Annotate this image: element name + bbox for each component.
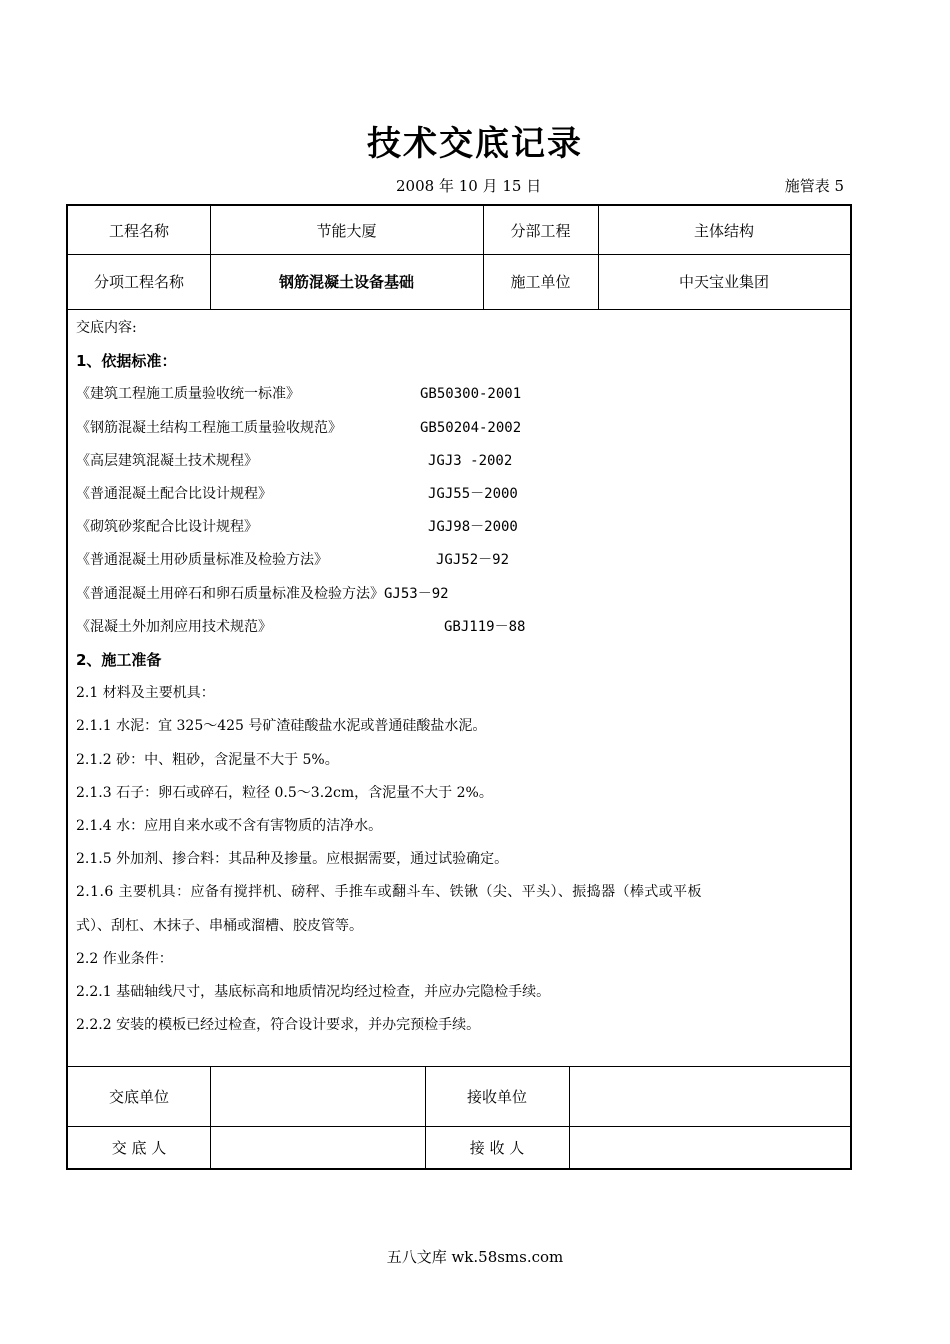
standard-item [76, 478, 846, 511]
standard-name: 《高层建筑混凝土技术规程》 [76, 452, 258, 469]
receiver-field[interactable] [569, 1126, 850, 1168]
standard-code: JGJ52－92 [436, 552, 510, 569]
standard-name: 《混凝土外加剂应用技术规范》 [76, 618, 272, 635]
standard-item [76, 578, 846, 611]
content-line: 2.1.1 水泥：宜 325～425 号矿渣硅酸盐水泥或普通硅酸盐水泥。 [76, 718, 487, 735]
subitem-label: 分项工程名称 [93, 273, 184, 291]
division-value: 主体结构 [693, 221, 754, 240]
content-line: 2.2 作业条件： [76, 950, 173, 967]
issuer-field[interactable] [210, 1126, 425, 1168]
content-line: 2.1.5 外加剂、掺合料：其品种及掺量。应根据需要，通过试验确定。 [76, 851, 509, 868]
receiver-unit-label: 接收单位 [466, 1087, 527, 1106]
standard-code: JGJ3 -2002 [428, 452, 513, 469]
standard-code: JGJ55－2000 [428, 486, 518, 503]
standard-item [76, 445, 846, 478]
content-line: 2.1.2 砂：中、粗砂，含泥量不大于 5%。 [76, 751, 339, 768]
issuer-unit-field[interactable] [210, 1066, 425, 1126]
standard-code: GB50204-2002 [420, 419, 522, 436]
section-heading: 1、依据标准： [76, 352, 177, 371]
row-divider [68, 309, 850, 310]
contractor-value: 中天宝业集团 [678, 273, 769, 291]
standard-item [76, 378, 846, 411]
standard-name: 《普通混凝土用碎石和卵石质量标准及检验方法》 [76, 585, 384, 602]
receiver-unit-field[interactable] [569, 1066, 850, 1126]
project-name-label: 工程名称 [108, 221, 169, 240]
section-heading: 2、施工准备 [76, 651, 162, 670]
standard-name: 《钢筋混凝土结构工程施工质量验收规范》 [76, 419, 342, 436]
standard-name: 《建筑工程施工质量验收统一标准》 [76, 386, 300, 403]
record-table [66, 204, 852, 1170]
form-number: 施管表 5 [784, 177, 844, 195]
standard-code: GBJ119－88 [444, 618, 526, 635]
standard-item [76, 412, 846, 445]
receiver-label: 接 收 人 [469, 1138, 525, 1157]
standard-item [76, 544, 846, 577]
content-line: 式）、刮杠、木抹子、串桶或溜槽、胶皮管等。 [76, 917, 363, 934]
content-line: 2.2.1 基础轴线尺寸，基底标高和地质情况均经过检查，并应办完隐检手续。 [76, 984, 551, 1001]
content-line: 2.1.6 主要机具：应备有搅拌机、磅秤、手推车或翻斗车、铁锹（尖、平头）、振捣器（棒式或平板 [76, 884, 702, 901]
standard-name: 《普通混凝土用砂质量标准及检验方法》 [76, 552, 328, 569]
standard-code: GB50300-2001 [420, 386, 522, 403]
standard-name: 《砌筑砂浆配合比设计规程》 [76, 519, 258, 536]
standard-code: JGJ98－2000 [428, 519, 518, 536]
standard-item [76, 611, 846, 644]
content-line: 2.2.2 安装的模板已经过检查，符合设计要求，并办完预检手续。 [76, 1017, 481, 1034]
standard-item [76, 511, 846, 544]
standard-code: GJ53－92 [384, 585, 449, 602]
footer-watermark: 五八文库 wk.58sms.com [386, 1248, 564, 1266]
issuer-label: 交 底 人 [111, 1138, 167, 1157]
contractor-label: 施工单位 [510, 273, 571, 291]
date: 2008 年 10 月 15 日 [396, 177, 542, 195]
project-name-value: 节能大厦 [316, 221, 377, 240]
subitem-value: 钢筋混凝土设备基础 [278, 273, 414, 291]
content-label: 交底内容: [76, 320, 137, 336]
division-label: 分部工程 [510, 221, 571, 240]
page-title: 技术交底记录 [367, 124, 583, 164]
issuer-unit-label: 交底单位 [108, 1087, 169, 1106]
content-line: 2.1.4 水：应用自来水或不含有害物质的洁净水。 [76, 818, 383, 835]
content-line: 2.1 材料及主要机具： [76, 685, 215, 702]
standard-name: 《普通混凝土配合比设计规程》 [76, 486, 272, 503]
briefing-content [76, 312, 846, 1042]
content-line: 2.1.3 石子：卵石或碎石，粒径 0.5～3.2cm，含泥量不大于 2%。 [76, 784, 493, 801]
